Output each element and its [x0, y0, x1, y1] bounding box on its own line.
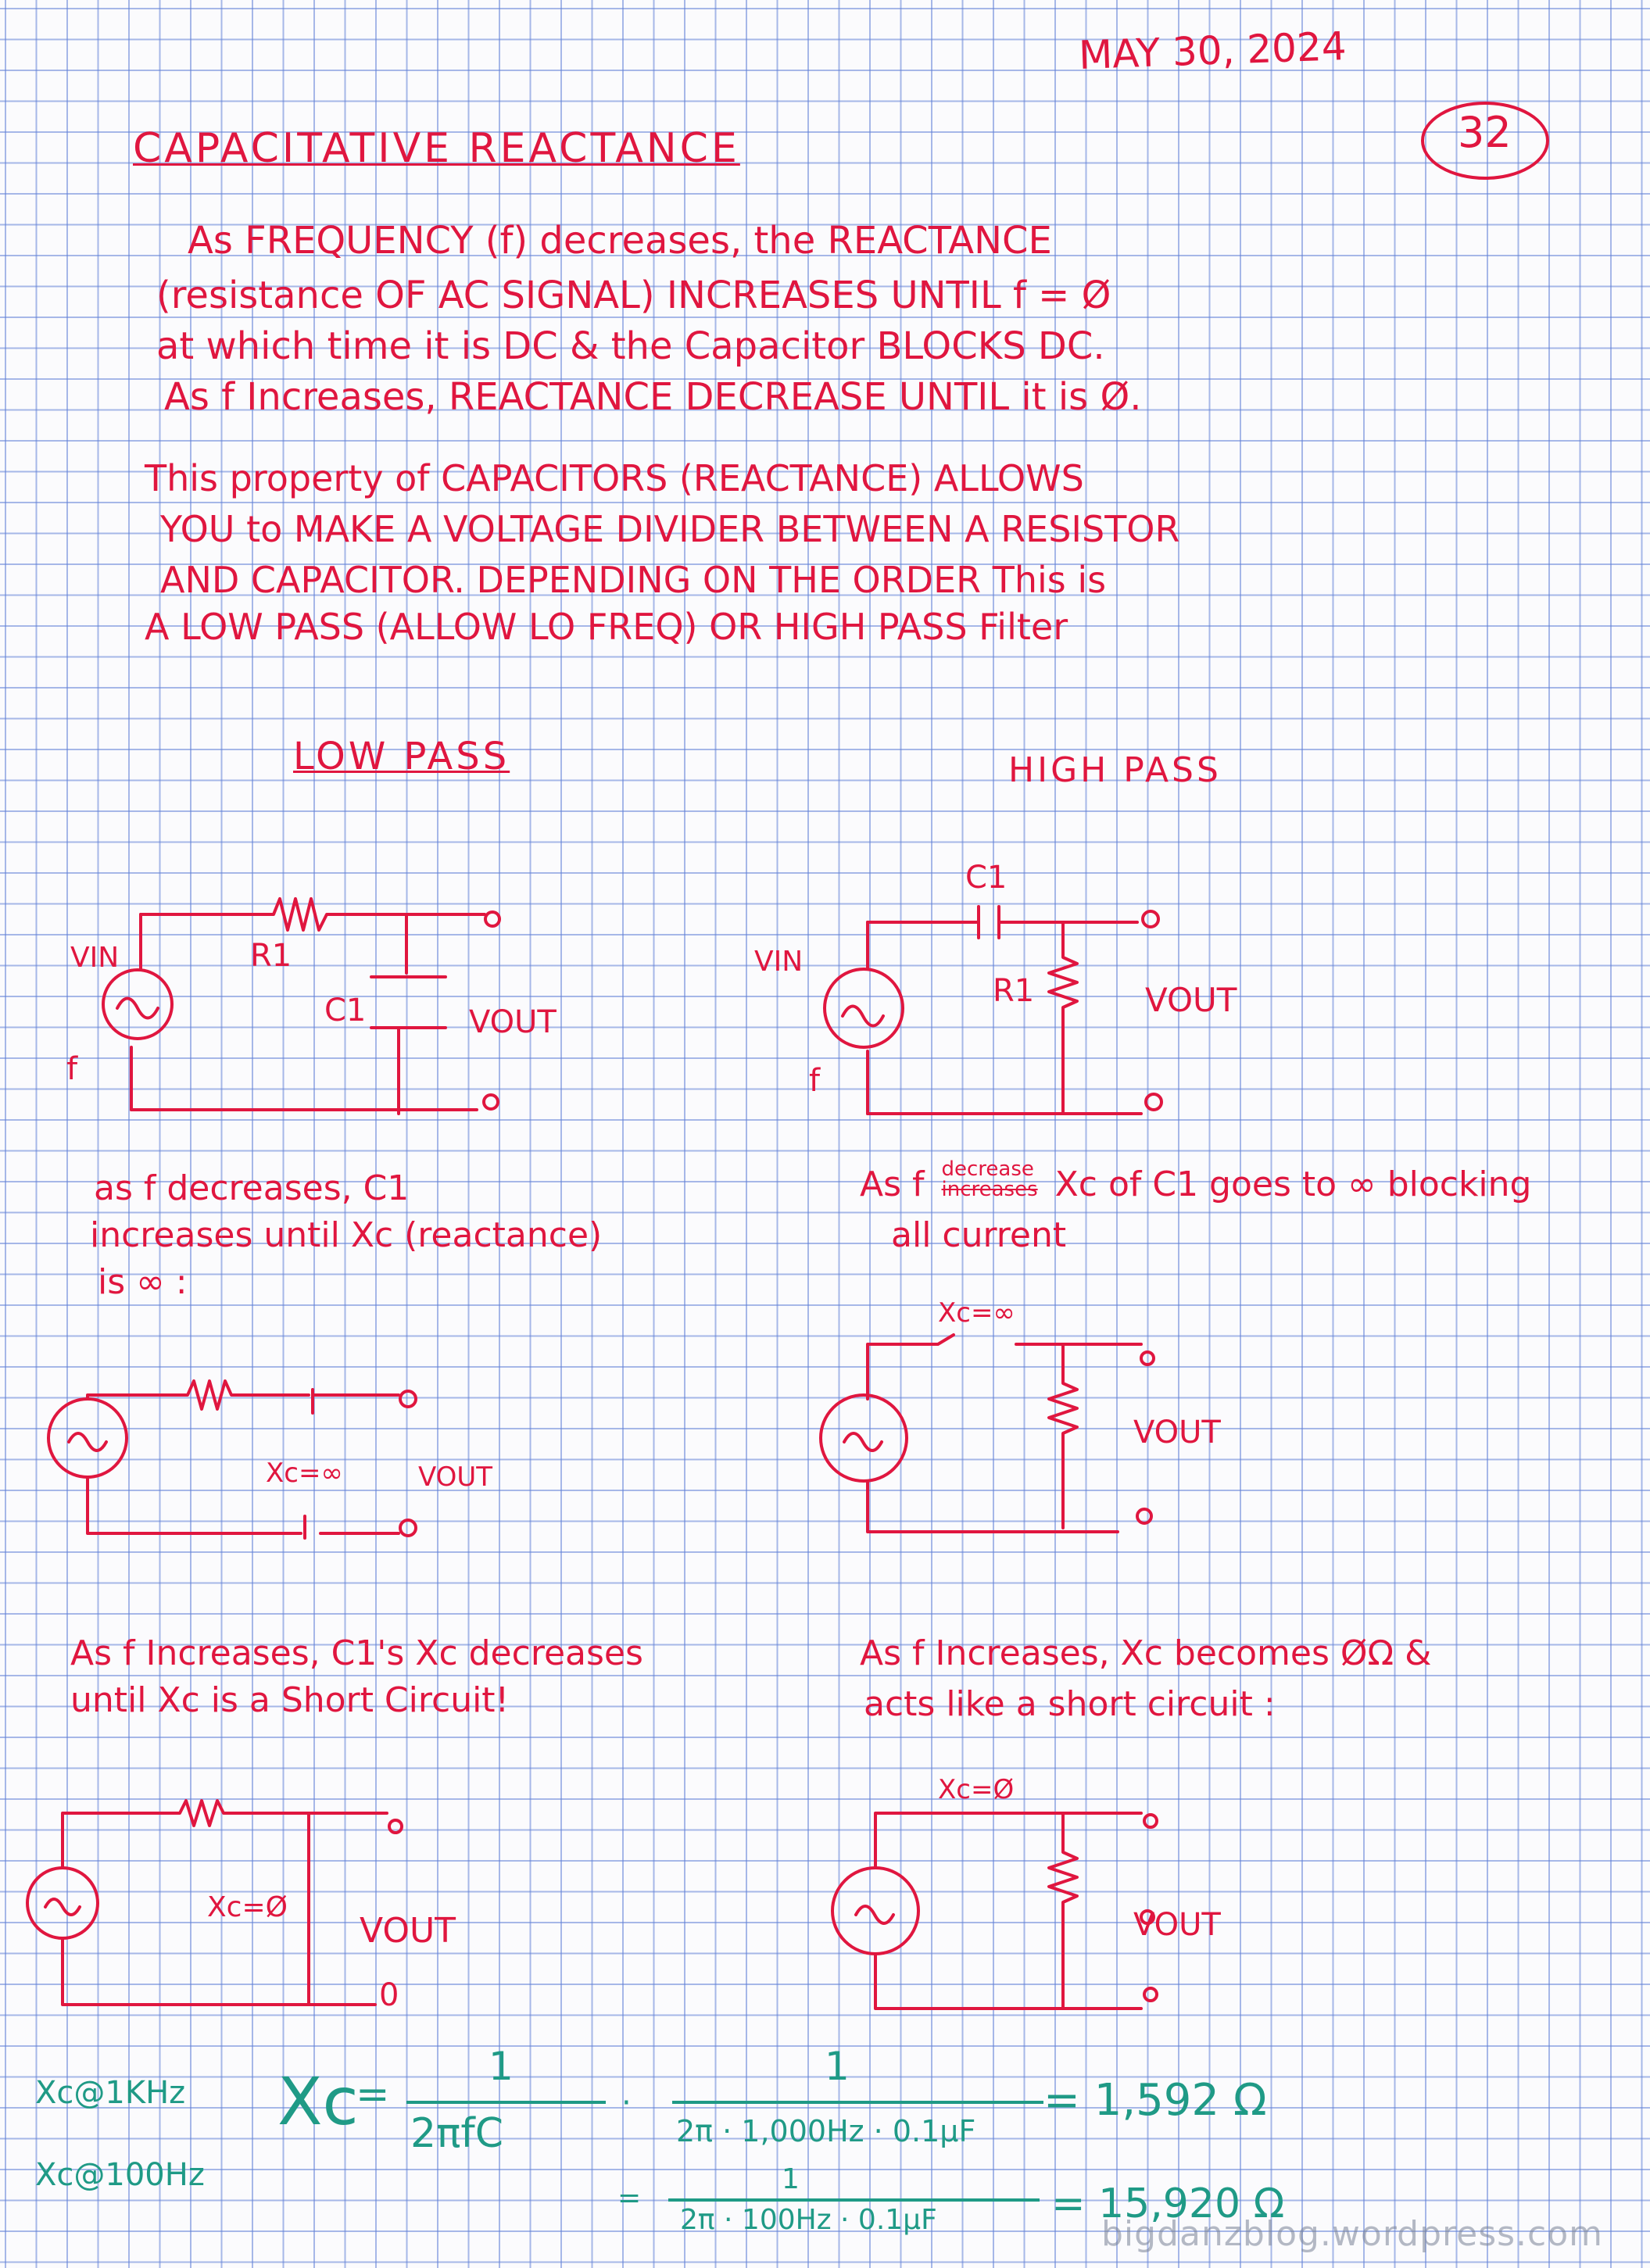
low-pass-note-4: As f Increases, C1's Xc decreases — [70, 1633, 643, 1673]
low-pass-xc-inf-label: Xc=∞ — [266, 1458, 343, 1489]
equation-numerator-1: 1 — [489, 2044, 514, 2089]
low-pass-note-1: as f decreases, C1 — [94, 1168, 410, 1208]
high-pass-note-2: all current — [891, 1215, 1067, 1255]
page-title: CAPACITATIVE REACTANCE — [133, 125, 740, 172]
equation-numerator-2: 1 — [825, 2044, 850, 2089]
equation-equals: = — [356, 2071, 390, 2118]
high-pass-short-vout-label: VOUT — [1133, 1907, 1221, 1943]
property-line-1: This property of CAPACITORS (REACTANCE) ALLOWS — [145, 457, 1084, 499]
low-pass-c1-label: C1 — [324, 993, 367, 1028]
low-pass-f-label: f — [66, 1051, 78, 1087]
equation-denominator-1: 2πfC — [410, 2110, 504, 2157]
property-line-2: YOU to MAKE A VOLTAGE DIVIDER BETWEEN A RESISTOR — [160, 508, 1180, 550]
page-number: 32 — [1458, 108, 1512, 157]
high-pass-note-3: As f Increases, Xc becomes ØΩ & — [860, 1633, 1432, 1673]
equation-label-100hz: Xc@100Hz — [35, 2157, 205, 2193]
property-line-3: AND CAPACITOR. DEPENDING ON THE ORDER This is — [160, 559, 1107, 601]
low-pass-short-vout-label: VOUT — [360, 1911, 456, 1951]
intro-line-2: (resistance OF AC SIGNAL) INCREASES UNTIL f = Ø — [156, 274, 1111, 317]
equation-dot: · — [621, 2085, 632, 2121]
date: MAY 30, 2024 — [1078, 23, 1348, 78]
equation-xc: Xc — [277, 2063, 359, 2140]
low-pass-open-vout-label: VOUT — [418, 1461, 493, 1493]
high-pass-xc-inf-label: Xc=∞ — [938, 1297, 1015, 1329]
low-pass-r1-label: R1 — [250, 938, 292, 974]
fraction-bar-1 — [406, 2098, 610, 2106]
equation-result-2: = 15,920 Ω — [1051, 2180, 1285, 2227]
high-pass-note-1-post: Xc of C1 goes to ∞ blocking — [1054, 1164, 1532, 1204]
high-pass-xc-zero-label: Xc=Ø — [938, 1774, 1015, 1805]
low-pass-short-terminal: 0 — [379, 1977, 399, 2013]
fraction-bar-2 — [672, 2098, 1047, 2106]
high-pass-vout-label: VOUT — [1145, 981, 1237, 1019]
equation-numerator-3: 1 — [782, 2163, 800, 2195]
equation-label-1khz: Xc@1KHz — [35, 2075, 186, 2111]
high-pass-note-4: acts like a short circuit : — [864, 1684, 1276, 1724]
low-pass-heading: LOW PASS — [293, 735, 510, 778]
high-pass-c1-label: C1 — [965, 860, 1008, 896]
high-pass-r1-label: R1 — [993, 973, 1035, 1009]
high-pass-f-label: f — [809, 1063, 821, 1099]
low-pass-note-2: increases until Xc (reactance) — [90, 1215, 603, 1255]
high-pass-note-1-struck: increases — [941, 1178, 1038, 1201]
low-pass-vout-label: VOUT — [469, 1004, 557, 1040]
intro-line-1: As FREQUENCY (f) decreases, the REACTANCE — [188, 219, 1052, 263]
high-pass-vin-label: VIN — [754, 946, 804, 978]
fraction-bar-3 — [668, 2196, 1043, 2204]
low-pass-note-5: until Xc is a Short Circuit! — [70, 1680, 510, 1720]
property-line-4: A LOW PASS (ALLOW LO FREQ) OR HIGH PASS Filter — [145, 606, 1068, 648]
low-pass-vin-label: VIN — [70, 942, 120, 974]
equation-result-1: = 1,592 Ω — [1043, 2075, 1267, 2126]
low-pass-note-3: is ∞ : — [98, 1262, 188, 1302]
high-pass-heading: HIGH PASS — [1008, 750, 1222, 790]
high-pass-note-1-over: decrease — [941, 1157, 1034, 1181]
low-pass-xc-zero-label: Xc=Ø — [207, 1891, 288, 1923]
equation-denominator-2: 2π · 1,000Hz · 0.1μF — [676, 2114, 976, 2148]
watermark: bigdanzblog.wordpress.com — [1101, 2214, 1603, 2254]
equation-equals-2: = — [617, 2182, 642, 2214]
intro-line-4: As f Increases, REACTANCE DECREASE UNTIL it is Ø. — [164, 375, 1142, 419]
high-pass-open-vout-label: VOUT — [1133, 1415, 1221, 1451]
equation-denominator-3: 2π · 100Hz · 0.1μF — [680, 2204, 937, 2236]
intro-line-3: at which time it is DC & the Capacitor BLOCKS DC. — [156, 324, 1105, 368]
high-pass-note-1-pre: As f — [860, 1164, 925, 1204]
